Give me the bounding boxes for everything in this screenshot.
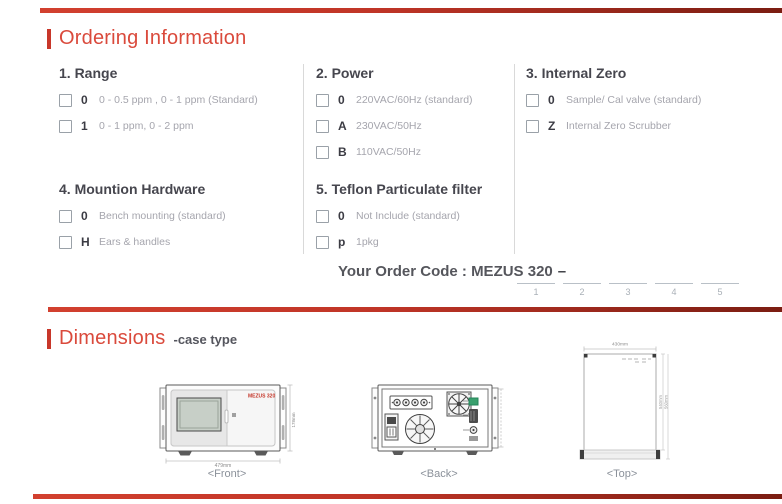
ordering-group-mounting-hardware (59, 181, 294, 261)
front-logo-label: MEZUS 320 (248, 393, 276, 400)
checkbox[interactable] (59, 210, 72, 223)
option-code: B (338, 145, 347, 159)
option-row (59, 235, 294, 249)
dimensions-section-title: Dimensions (59, 327, 166, 349)
option-desc: Not Include (standard) (356, 210, 460, 222)
ordering-section-title: Ordering Information (59, 27, 247, 49)
ordering-group-teflon-filter (316, 181, 516, 261)
checkbox[interactable] (59, 236, 72, 249)
option-code: 0 (81, 209, 88, 223)
order-code-slot: 4 (655, 283, 693, 297)
back-view-figure (368, 384, 510, 480)
option-desc: Bench mounting (standard) (99, 210, 226, 222)
option-row (59, 119, 294, 133)
group-title: 4. Mountion Hardware (59, 181, 206, 197)
checkbox[interactable] (316, 120, 329, 133)
order-code-slot: 2 (563, 283, 601, 297)
order-code-dash: – (557, 263, 567, 280)
checkbox[interactable] (526, 120, 539, 133)
top-view-drawing (572, 340, 672, 468)
option-desc: Sample/ Cal valve (standard) (566, 94, 702, 106)
option-desc: Ears & handles (99, 236, 171, 248)
ordering-group-internal-zero (526, 65, 776, 145)
checkbox[interactable] (59, 120, 72, 133)
checkbox[interactable] (316, 146, 329, 159)
option-code: Z (548, 119, 556, 133)
bottom-accent-bar (33, 494, 782, 499)
dimensions-section-subtitle: -case type (173, 332, 238, 347)
option-desc: Internal Zero Scrubber (566, 120, 672, 132)
checkbox[interactable] (316, 210, 329, 223)
top-width-dimension-label: 430mm (612, 342, 628, 348)
option-code: p (338, 235, 346, 249)
option-code: 0 (81, 93, 88, 107)
option-row (526, 93, 776, 107)
option-code: 1 (81, 119, 88, 133)
ordering-group-power (316, 65, 506, 171)
checkbox[interactable] (526, 94, 539, 107)
checkbox[interactable] (316, 236, 329, 249)
front-view-figure (156, 384, 298, 480)
option-row (316, 119, 506, 133)
option-row (316, 209, 516, 223)
option-desc: 230VAC/50Hz (356, 120, 422, 132)
option-desc: 0 - 0.5 ppm , 0 - 1 ppm (Standard) (99, 94, 258, 106)
top-depth-dimension-label-inner: 540mm (658, 395, 663, 409)
option-code: 0 (338, 93, 345, 107)
option-code: H (81, 235, 90, 249)
option-row (316, 145, 506, 159)
top-accent-bar (40, 8, 782, 13)
dimensions-section-header (47, 327, 237, 349)
option-desc: 0 - 1 ppm, 0 - 2 ppm (99, 120, 194, 132)
order-code-label: Your Order Code : MEZUS 320 (338, 263, 553, 280)
group-title: 1. Range (59, 65, 118, 81)
section-marker-bar (47, 329, 51, 349)
order-code-slot: 1 (517, 283, 555, 297)
option-row (59, 93, 294, 107)
option-code: 0 (338, 209, 345, 223)
option-row (316, 235, 516, 249)
ordering-section-header (47, 27, 246, 49)
option-desc: 110VAC/50Hz (356, 146, 421, 158)
order-code-slot: 5 (701, 283, 739, 297)
mid-accent-bar (48, 307, 782, 312)
option-row (59, 209, 294, 223)
option-row (526, 119, 776, 133)
option-desc: 1pkg (356, 236, 379, 248)
group-title: 3. Internal Zero (526, 65, 627, 81)
front-view-drawing (156, 384, 298, 468)
top-depth-dimension-label-outer: 560mm (663, 395, 669, 409)
back-view-drawing (368, 384, 510, 468)
top-view-figure (572, 340, 672, 480)
group-title: 2. Power (316, 65, 374, 81)
column-divider (303, 64, 304, 254)
option-code: 0 (548, 93, 555, 107)
checkbox[interactable] (316, 94, 329, 107)
view-caption-top: <Top> (606, 468, 638, 480)
view-caption-front: <Front> (207, 468, 247, 480)
order-code-line (338, 263, 566, 280)
ordering-group-range (59, 65, 294, 145)
order-code-slots (517, 283, 739, 297)
group-title: 5. Teflon Particulate filter (316, 181, 483, 197)
checkbox[interactable] (59, 94, 72, 107)
section-marker-bar (47, 29, 51, 49)
option-code: A (338, 119, 347, 133)
order-code-slot: 3 (609, 283, 647, 297)
front-height-dimension-label: 178mm (291, 412, 296, 428)
option-row (316, 93, 506, 107)
option-desc: 220VAC/60Hz (standard) (356, 94, 473, 106)
front-width-dimension-label: 479mm (214, 463, 232, 468)
view-caption-back: <Back> (420, 468, 458, 480)
